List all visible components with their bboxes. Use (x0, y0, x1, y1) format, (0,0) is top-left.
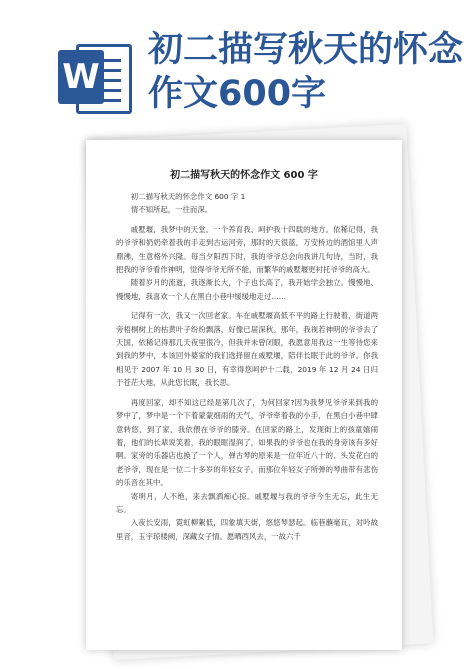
document-header (0, 0, 474, 130)
word-icon (58, 40, 132, 114)
essay-paragraph: 寄明月，人不绝，来去飘洒痴心掠。戚墅堰与我的爷爷今生无忘，此生无忘。 (116, 491, 378, 514)
essay-title: 初二描写秋天的怀念作文 600 字 (170, 170, 318, 181)
essay-paragraph: 再度回家，却不知这已经是第几次了，为何回家?因为我梦见爷爷来到我的梦中了，梦中是一个下着蒙蒙细雨的天气，爷爷牵着我的小手，在黑白小巷中肆意转悠，到了家，我依偎在爷爷的膝旁。在回家的路上，发现街上的孩童嬉闹着，他们的长辈说笑着，我的眼眶湿润了，如果我的爷爷也在我的身旁该有多好啊。家旁的乐器店也换了一个人，弹古琴的原来是一位年近八十的、头发花白的老爷爷，现在是一位二十多岁的年轻女子，而那位年轻女子所弹的琴曲带有悲伤的乐音在其中。 (116, 397, 378, 488)
essay-paragraph: 记得有一次，我又一次回老家。车在戚墅堰高低不平的路上行驶着，街道两旁梧桐树上的枯黄叶子纷纷飘落，好像已届深秋。那年，我视若神明的爷爷去了天国，依稀记得那几天夜里很冷，但我并未曾闭眼，我愿意用我这一生等待您来到我的梦中，本该回外婆家的我们选择留在戚墅堰，陪伴长眠于此的爷爷。你我相见于 2007 年 10 月 30 日，有幸得您呵护十二载，2019 年 12 月 24 日归于苍茫大地，从此您长眠，我长思。 (116, 311, 378, 388)
essay-paragraph: 戚墅堰，我梦中的天堂。一个养育我、呵护我十四载的地方。依稀记得，我的爷爷和奶奶牵着我的手走到古运河旁，那时的天很蓝，万安桥边的酒馆里人声鼎沸，生意格外兴隆。每当夕阳西下时，我的爷爷总会向我讲几句诗，当时，我把我的爷爷看作神明，觉得爷爷无所不能，而繁华的戚墅堰更衬托爷爷的高大。 (116, 224, 378, 275)
essay-paragraph: 情不知所起，一往而深。 (130, 205, 213, 215)
word-icon-letter: W (58, 50, 104, 104)
document-page (86, 140, 402, 650)
essay-paragraph: 随着岁月的流逝，我逐渐长大，个子也长高了，我开始学会独立。慢慢地、慢慢地，我喜欢一个人在黑白小巷中缓缓地走过…… (116, 278, 378, 301)
page-title: 初二描写秋天的怀念作文600字 (148, 30, 464, 114)
essay-paragraph: 入夜长安雨，霓虹柳絮低，四象填天街，悠悠琴瑟起。临巷蘸毫瓦，对吟故里音，玉宇琼楼阙，深藏女子情。愿晒西风去，一故六千 (116, 518, 378, 541)
essay-paragraph: 初二描写秋天的怀念作文 600 字 1 (130, 192, 246, 201)
essay-body (116, 190, 378, 543)
